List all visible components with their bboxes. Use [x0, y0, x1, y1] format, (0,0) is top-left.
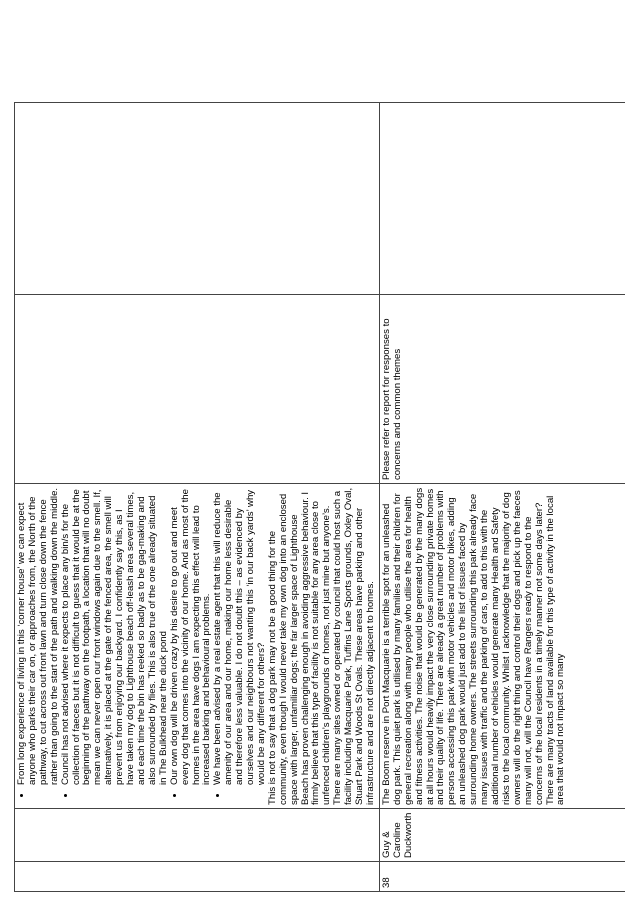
list-item: • Our own dog will be driven crazy by his desire to go out and meet every dog that comes into the vicinity of our home. And as most of the homes in the area have dogs I am expecting this effect will lead to increased barking and behavioural problems.: [170, 487, 214, 785]
submission-text-cell: [379, 484, 625, 809]
list-item: • We have been advised by a real estate agent that this will reduce the amenity of our area and our home, making our home less desirable and therefore less valuable. I do not doubt this – as evidenced by ourselves and our neighbours not wanting this ‘in our back yards’ why would be any different for others?: [213, 487, 268, 785]
submitter-name-line: Duckworth: [402, 812, 414, 858]
submitter-name-line: Guy &: [380, 831, 392, 858]
submitter-name-cell: [15, 809, 380, 862]
submission-paragraph: There are many sites owned or operated by council that could host such a facility including Macquarie Park, Tuffins Lane Sports grounds, Oxley Oval, Stuart Park and Woods St Ovals. These areas have parking and other infrastructure and are not directly adjacent to homes.: [332, 487, 376, 805]
submission-bullet-list: [17, 487, 268, 805]
list-item: • From long experience of living in this ‘corner house’ we can expect anyone who parks their car on, or approaches from, the North of the pathway, to cut across out front lawn and turn close down the fence rather than going to the start of the path and walking down the middle.: [17, 487, 61, 785]
submission-paragraph: This is not to say that a dog park may not be a good thing for the community, even though I would never take my own dog into an enclosed space with larger, unfamiliar dogs; the far larger space of Lighthouse Beach has proven challenging enough in avoiding aggressive behaviour. I firmly believe that this type of facility is not suitable for any area close to unfenced children’s playgrounds or homes, not just mine but anyone’s.: [266, 491, 333, 805]
list-item: • Council has not advised where it expects to place any bin/s for the collection of faeces but it is not difficult to guess that it would be at the beginning of the pathway on the footpath, a location that will no doubt mean we can never open our front windows again due to the smell. If, alternatively, it is placed at the gate of the fenced area, the smell will prevent us from enjoying our backyard. I confidently say this, as I have taken my dog to Lighthouse beach off-leash area several times, and each time the bin has reeked so badly as to be gag-making and also surrounded by flies. This is also true of the one already situated in The Bulkhead near the duck pond: [61, 487, 170, 785]
extra-column-cell: [379, 103, 625, 295]
submission-number-cell: [15, 862, 380, 892]
council-response: Please refer to report for responses to concerns and common themes: [380, 318, 403, 480]
submissions-table: [14, 102, 625, 892]
submission-number-cell: [379, 862, 625, 892]
submission-text-cell: [15, 484, 380, 809]
submission-paragraph: The Boom reserve in Port Macquarie is a terrible spot for an unleashed dog park. This quiet park is utilised by many families and their children for general recreation along with many people who utilise the area for health and fitness activities. The noise that would be generated by the many dogs at all hours would heavily impact the very close surrounding private homes and their quality of life. There are already a great number of problems with persons accessing this park with motor vehicles and motor bikes, adding an unleashed dog park would just add to the list of issues faced by surrounding home owners. The streets surrounding this park already face many issues with traffic and the parking of cars, to add to this with the additional number of vehicles would generate many Health and Safety risks to the local community. Whilst I acknowledge that the majority of dog owners will do the right thing and control their dogs and pick up the faeces many will not, will the Council have Rangers ready to respond to the concerns of the local residents in a timely manner not some days later? There are many tracts of land available for this type of activity in the local area that would not impact so many: [380, 487, 567, 805]
council-response-cell: [15, 295, 380, 484]
council-response-cell: [379, 295, 625, 484]
extra-column-cell: [15, 103, 380, 295]
submitter-name-line: Caroline: [391, 822, 403, 858]
submitter-name-cell: [379, 809, 625, 862]
submission-number: 38: [380, 877, 392, 888]
table-row: [15, 103, 380, 892]
table-row: [379, 103, 625, 892]
